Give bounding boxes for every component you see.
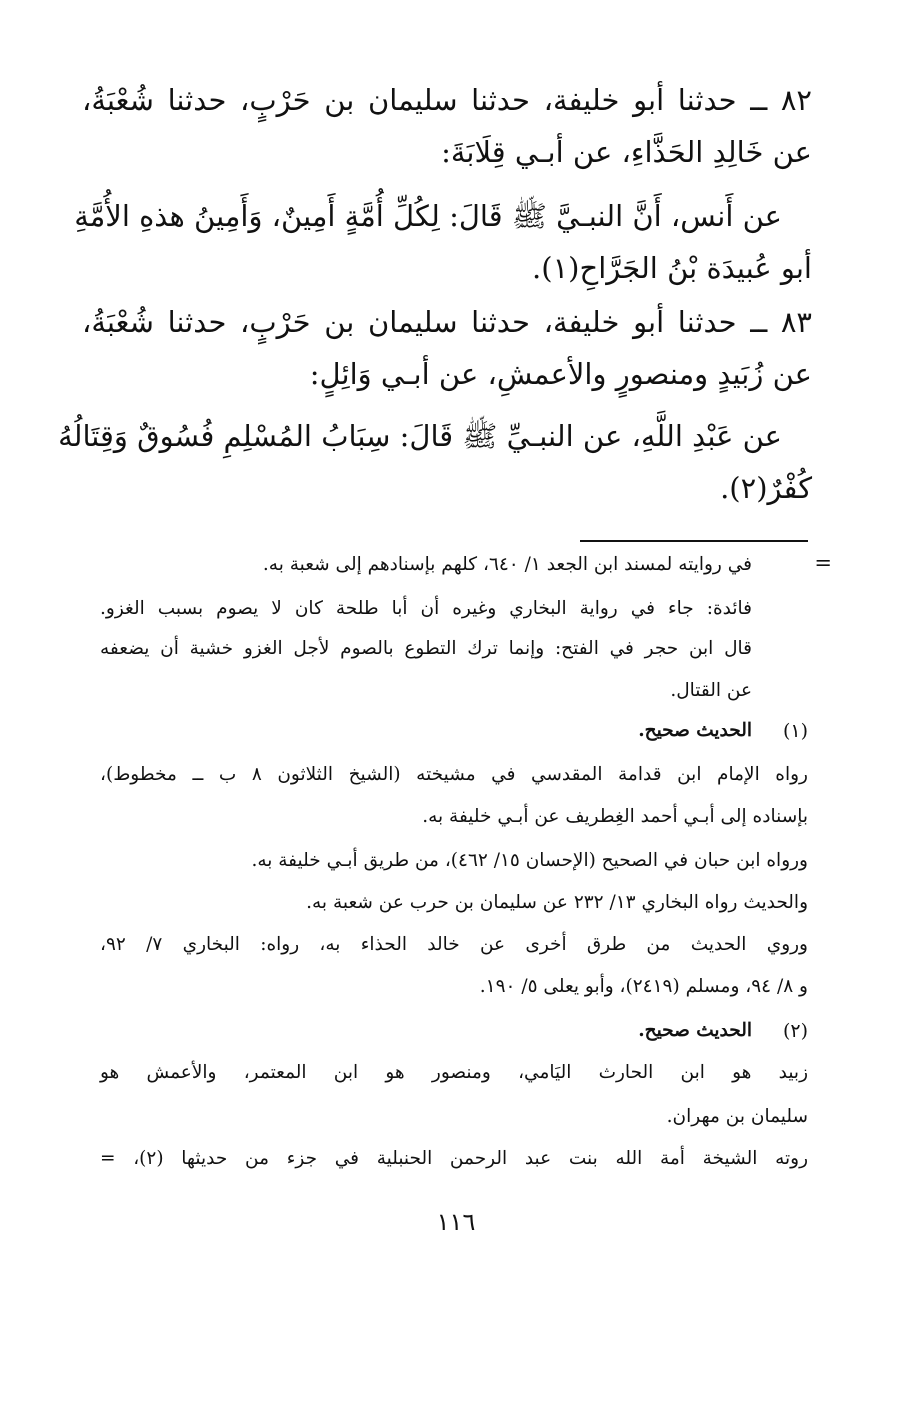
footnote-line: بإسناده إلى أبـي أحمد الغِطريف عن أبـي خليفة به. (422, 806, 808, 827)
hadith-83-isnad (82, 296, 812, 400)
footnote-separator (580, 540, 808, 542)
footnote-line: وروي الحديث من طرق أخرى عن خالد الحذاء به، رواه: البخاري ٧/ ٩٢، (100, 934, 808, 955)
text-line: عن عَبْدِ اللَّهِ، عن النبـيِّ ﷺ قَالَ: سِبَابُ المُسْلِمِ فُسُوقٌ وَقِتَالُهُ (58, 419, 782, 453)
hadith-83-matn (58, 410, 812, 514)
text-line: عن زُبَيدٍ ومنصورٍ والأعمشِ، عن أبـي وَائِلٍ: (309, 357, 812, 391)
footnote-2-heading: الحديث صحيح. (638, 1020, 752, 1041)
footnote-line: ورواه ابن حبان في الصحيح (الإحسان ١٥/ ٤٦٢)، من طريق أبـي خليفة به. (251, 850, 808, 871)
footnote-line: في روايته لمسند ابن الجعد ١/ ٦٤٠، كلهم بإسنادهم إلى شعبة به. (262, 554, 752, 575)
footnote-line: زبيد هو ابن الحارث اليَامي، ومنصور هو ابن المعتمر، والأعمش هو (100, 1062, 808, 1083)
footnote-line: والحديث رواه البخاري ١٣/ ٢٣٢ عن سليمان بن حرب عن شعبة به. (306, 892, 808, 913)
footnote-line: سليمان بن مهران. (666, 1106, 808, 1127)
text-line: عن خَالِدِ الحَذَّاءِ، عن أبـي قِلَابَةَ: (441, 135, 812, 169)
footnote-line: و ٨/ ٩٤، ومسلم (٢٤١٩)، وأبو يعلى ٥/ ١٩٠. (479, 976, 808, 997)
footnote-line: فائدة: جاء في رواية البخاري وغيره أن أبا طلحة كان لا يصوم بسبب الغزو. (100, 598, 752, 619)
footnote-line: عن القتال. (670, 680, 752, 701)
text-line: عن أَنس، أَنَّ النبـيَّ ﷺ قَالَ: لِكُلِّ أُمَّةٍ أَمِينٌ، وَأَمِينُ هذهِ الأُمَّةِ (74, 199, 782, 233)
page-number: ١١٦ (436, 1208, 476, 1236)
footnote-marker-2: (٢) (782, 1020, 808, 1042)
continuation-marker: = (814, 551, 832, 575)
text-line: ٨٣ ــ حدثنا أبو خليفة، حدثنا سليمان بن حَرْبٍ، حدثنا شُعْبَةُ، (82, 305, 812, 339)
footnote-line: روته الشيخة أمة الله بنت عبد الرحمن الحنبلية في جزء من حديثها (٢)، = (100, 1148, 809, 1169)
hadith-82-isnad (82, 74, 812, 178)
footnote-marker-1: (١) (782, 720, 808, 742)
footnote-1-heading: الحديث صحيح. (638, 720, 752, 741)
text-line: ٨٢ ــ حدثنا أبو خليفة، حدثنا سليمان بن حَرْبٍ، حدثنا شُعْبَةُ، (82, 83, 812, 117)
text-line: أبو عُبيدَة بْنُ الجَرَّاحِ(١). (532, 251, 812, 285)
footnote-line: رواه الإمام ابن قدامة المقدسي في مشيخته (الشيخ الثلاثون ٨ ب ــ مخطوط)، (100, 764, 808, 785)
footnote-line: قال ابن حجر في الفتح: وإنما ترك التطوع بالصوم لأجل الغزو خشية أن يضعفه (100, 638, 752, 659)
text-line: كُفْرٌ(٢). (720, 471, 812, 505)
hadith-82-matn (74, 190, 812, 294)
